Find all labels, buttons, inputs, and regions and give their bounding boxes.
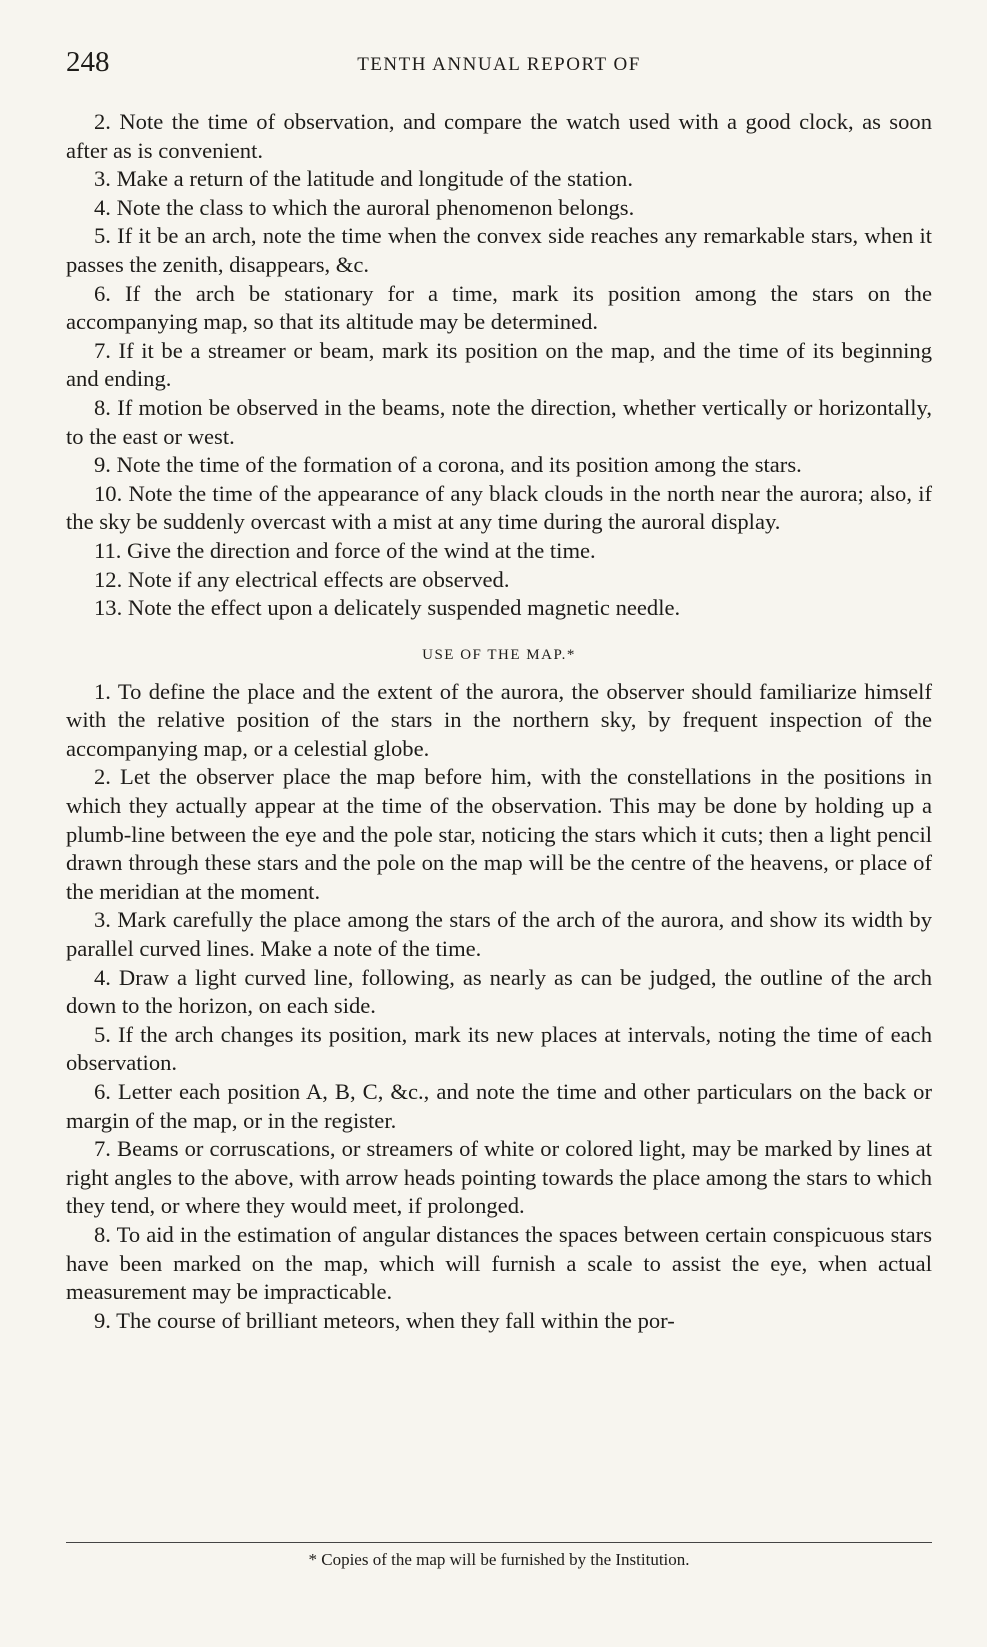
list-item: 2. Note the time of observation, and compare the watch used with a good clock, as soon after as is convenient. bbox=[66, 109, 932, 163]
running-head: TENTH ANNUAL REPORT OF bbox=[357, 54, 641, 75]
list-item: 10. Note the time of the appearance of any black clouds in the north near the aurora; also, if the sky be suddenly overcast with a mist at any time during the auroral display. bbox=[66, 480, 932, 535]
list-item: 4. Note the class to which the auroral phenomenon belongs. bbox=[94, 194, 635, 220]
list-item: 7. Beams or corruscations, or streamers of white or colored light, may be marked by lines at right angles to the above, with arrow heads pointing towards the place among the stars to which they tend, or where they would meet, if prolonged. bbox=[66, 1136, 932, 1219]
map-use-list bbox=[66, 678, 932, 1336]
list-item: 8. If motion be observed in the beams, note the direction, whether vertically or horizontally, to the east or west. bbox=[66, 394, 932, 449]
section-heading: USE OF THE MAP.* bbox=[422, 646, 576, 663]
footnote-divider bbox=[66, 1542, 932, 1543]
list-item: 7. If it be a streamer or beam, mark its position on the map, and the time of its beginning and ending. bbox=[66, 337, 932, 392]
list-item: 1. To define the place and the extent of the aurora, the observer should familiarize himself with the relative position of the stars in the northern sky, by frequent inspection of the accompanying map, or a celestial globe. bbox=[66, 678, 932, 761]
list-item: 4. Draw a light curved line, following, as nearly as can be judged, the outline of the arch down to the horizon, on each side. bbox=[66, 964, 932, 1019]
list-item: 3. Make a return of the latitude and longitude of the station. bbox=[94, 166, 633, 192]
page-number: 248 bbox=[66, 46, 110, 78]
list-item: 13. Note the effect upon a delicately suspended magnetic needle. bbox=[94, 595, 681, 621]
footnote: * Copies of the map will be furnished by the Institution. bbox=[308, 1550, 690, 1569]
list-item: 5. If the arch changes its position, mark its new places at intervals, noting the time of each observation. bbox=[66, 1021, 932, 1076]
list-item: 2. Let the observer place the map before him, with the constellations in the positions in which they actually appear at the time of the observation. This may be done by holding up a plumb-line between the eye and the pole star, noticing the stars which it cuts; then a light pencil drawn through these stars and the pole on the map will be the centre of the heavens, or place of the meridian at the moment. bbox=[66, 764, 932, 904]
observation-list bbox=[66, 108, 932, 623]
list-item: 6. If the arch be stationary for a time, mark its position among the stars on the accompanying map, so that its altitude may be determined. bbox=[66, 280, 932, 335]
body-text bbox=[66, 108, 932, 1335]
list-item: 6. Letter each position A, B, C, &c., and note the time and other particulars on the back or margin of the map, or in the register. bbox=[66, 1079, 932, 1133]
list-item: 9. Note the time of the formation of a corona, and its position among the stars. bbox=[94, 452, 802, 478]
list-item: 8. To aid in the estimation of angular distances the spaces between certain conspicuous stars have been marked on the map, which will furnish a scale to assist the eye, when actual measurement may be impracticable. bbox=[66, 1221, 932, 1305]
list-item: 12. Note if any electrical effects are observed. bbox=[94, 566, 510, 592]
list-item: 3. Mark carefully the place among the stars of the arch of the aurora, and show its width by parallel curved lines. Make a note of the time. bbox=[66, 907, 932, 962]
list-item: 11. Give the direction and force of the wind at the time. bbox=[94, 537, 596, 563]
list-item: 5. If it be an arch, note the time when the convex side reaches any remarkable stars, when it passes the zenith, disappears, &c. bbox=[66, 223, 932, 277]
page-header bbox=[66, 46, 932, 86]
list-item: 9. The course of brilliant meteors, when they fall within the por- bbox=[94, 1307, 675, 1333]
